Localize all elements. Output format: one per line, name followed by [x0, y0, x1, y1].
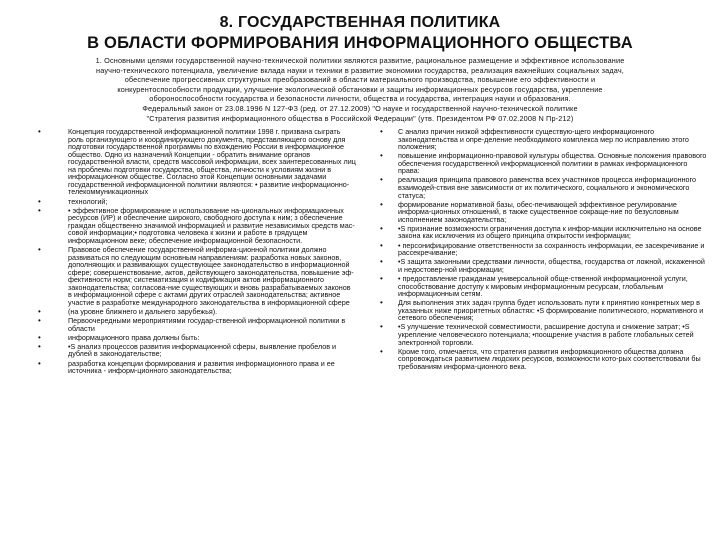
bullet-icon: •	[380, 151, 383, 161]
list-item	[380, 299, 710, 322]
list-item-text: • предоставление гражданам универсальной обще-ственной информационной услуги, способствование доступу к мировым информационным ресурсам, глобальным информационным сетям.	[398, 274, 688, 299]
list-item	[38, 360, 356, 375]
list-item-text: технологий;	[68, 196, 108, 206]
list-item-text: •S улучшение технической совместимости, расширение доступа и снижение затрат; •S укрепление человеческого потенциала; •поощрение участия в работе глобальных сетей электронной торговли.	[398, 322, 694, 347]
bullet-icon: •	[38, 127, 41, 136]
list-item-text: разработка концепции формирования и развития информационного права и ее источника - информ-ционного законодательства;	[68, 358, 335, 376]
list-item	[380, 323, 710, 346]
list-item-text: С анализ причин низкой эффективности существую-щего информационного законодательства и опре-деление необходимого комплекса мер по исправлению этого положения;	[398, 127, 689, 152]
bullet-icon: •	[38, 332, 41, 342]
intro-line: 1. Основными целями государственной научно-технической политики являются развитие, рациональное размещение и эффективное использование	[95, 56, 625, 65]
list-item-text: •S защита законными средствами личности, общества, государства от ложной, искаженной и недостовер-ной информации;	[398, 257, 705, 274]
list-item	[380, 128, 710, 151]
bullet-icon: •	[380, 322, 383, 332]
list-item	[38, 343, 356, 358]
intro-line: конкурентоспособности продукции, улучшение экологической обстановки и защиты информационных ресурсов государства, укрепление	[117, 84, 603, 94]
intro-line: Федеральный закон от 23.08.1996 N 127-ФЗ (ред. от 27.12.2009) "О науке и государственной научно-технической политике	[142, 103, 578, 113]
bullet-icon: •	[380, 274, 383, 283]
list-item-text: •S анализ процессов развития информационной сферы, выявление пробелов и дублей в законодательстве;	[68, 341, 337, 359]
list-item	[380, 275, 710, 298]
list-item	[380, 176, 710, 199]
list-item	[380, 152, 710, 175]
bullet-icon: •	[38, 358, 41, 368]
list-item	[380, 225, 710, 240]
list-item	[38, 207, 356, 245]
list-item-text: Кроме того, отмечается, что стратегия развития информационного общества должна сопровождаться развитием людских ресурсов, возможности кото-рых соответствовали бы требованиям информа-ционного века.	[398, 346, 701, 371]
bullet-icon: •	[380, 199, 383, 209]
bullet-icon: •	[38, 205, 41, 215]
slide-title-line-1: 8. ГОСУДАРСТВЕННАЯ ПОЛИТИКА	[219, 14, 501, 31]
list-item-text: • эффективное формирование и использование на-циональных информационных ресурсов (ИР) и обеспечение широкого, свободного доступа к ним; з обеспечение граждан общественно значимой информацией и развитие независимых средств мас-совой информации;• подготовка человека к жизни и работе в грядущем информационном веке; обеспечение информационной безопасности.	[68, 205, 355, 245]
list-item-text: Для выполнения этих задач группа будет использовать пути к принятию конкретных мер в указанных ниже приоритетных областях: •S формирование политического, нормативного и сетевого обеспечения;	[398, 298, 704, 323]
list-item-text: Правовое обеспечение государственной информа-ционной политики должно развиваться по следующим основным направлениям: разработка новых законов, дополняющих и развивающих существующее законодательство в информационной сфере; совершенствование, актов, действующего законодательства, повышение эф-фективности норм; систематизация и кодификация актов информационного законодательства; согласова-ние существующих и вновь разрабатываемых законов в информационной сфере с актами других отраслей законодательства; активное участие в разработке международного законодательства в информационной сфере	[68, 244, 354, 307]
list-item-text: формирование нормативной базы, обес-печивающей эффективное регулирование информа-ционных отношений, в также существенное сокраще-ние по безусловным исполнением законодательства;	[398, 199, 679, 224]
list-item	[380, 242, 710, 257]
bullet-icon: •	[380, 175, 383, 185]
list-item	[38, 246, 356, 306]
list-item-text: •S признание возможности ограничения доступа к инфор-мации исключительно на основе закона как исключения из общего принципа открытости информации;	[398, 223, 702, 241]
bullet-icon: •	[380, 257, 383, 267]
bullet-icon: •	[380, 346, 383, 356]
list-item	[38, 317, 356, 332]
bullet-icon: •	[38, 196, 41, 206]
list-item-text: повышение информационно-правовой культуры общества. Основные положения правового обеспечения государственной информационной политики в рамках информационного права:	[398, 151, 707, 176]
list-item	[380, 201, 710, 224]
list-item	[38, 308, 356, 316]
list-item	[38, 334, 356, 342]
intro-paragraph	[10, 56, 710, 123]
bullet-icon: •	[380, 240, 383, 250]
bullet-icon: •	[380, 223, 383, 233]
slide-title-line-2: В ОБЛАСТИ ФОРМИРОВАНИЯ ИНФОРМАЦИОННОГО ОБЩЕСТВА	[87, 34, 633, 52]
bullet-icon: •	[380, 298, 383, 308]
list-item-text: Концепция государственной информационной политики 1998 г. призвана сыграть роль организующего и координирующего документа, представляющего основу для подготовки государственной программы по вхождению России в информационное общество. Одно из назначений Концепции - обратить внимание органов государственной власти, средств массовой информации, всех заинтересованных лиц на проблемы подготовки государства, общества, личности к условиям жизни в информационном обществе. Согласно этой Концепции основными задачами государственной информационной политики являются: • развитие информационно-телекоммуникационных	[68, 127, 356, 197]
list-item	[38, 128, 356, 196]
list-item	[38, 198, 356, 206]
intro-line: научно-технического потенциала, увеличение вклада науки и техники в развитие экономики государства, реализация важнейших социальных задач,	[96, 65, 624, 75]
list-item	[380, 348, 710, 371]
list-item-text: информационного права должны быть:	[68, 332, 200, 342]
intro-line: обеспечение прогрессивных структурных преобразований в области материального производства, повышение его эффективности и	[124, 75, 596, 85]
bullet-icon: •	[38, 244, 41, 254]
intro-line: "Стратегия развития информационного общества в Российской Федерации" (утв. Президентом РФ 07.02.2008 N Пр-212)	[146, 113, 574, 123]
right-bullet-column	[380, 128, 710, 372]
list-item-text: Первоочередными мероприятиями государ-ственной информационной политики в области	[68, 316, 346, 333]
list-item-text: (на уровне ближнего и дальнего зарубежья).	[68, 306, 218, 316]
list-item-text: реализация принципа правового равенства всех участников процесса информационного взаимодей-ствия вне зависимости от их политического, социального и экономического статуса;	[398, 175, 696, 200]
bullet-icon: •	[38, 316, 41, 326]
intro-line: обороноспособности государства и безопасности личности, общества и государства, интеграция науки и образования.	[149, 94, 571, 104]
bullet-icon: •	[38, 341, 41, 351]
bullet-icon: •	[380, 127, 383, 136]
list-item	[380, 258, 710, 273]
list-item-text: • персонифицирование ответственности за сохранность информации, ее засекречивание и рассекречивание;	[398, 240, 705, 258]
bullet-icon: •	[38, 306, 41, 316]
left-bullet-column	[38, 128, 356, 376]
